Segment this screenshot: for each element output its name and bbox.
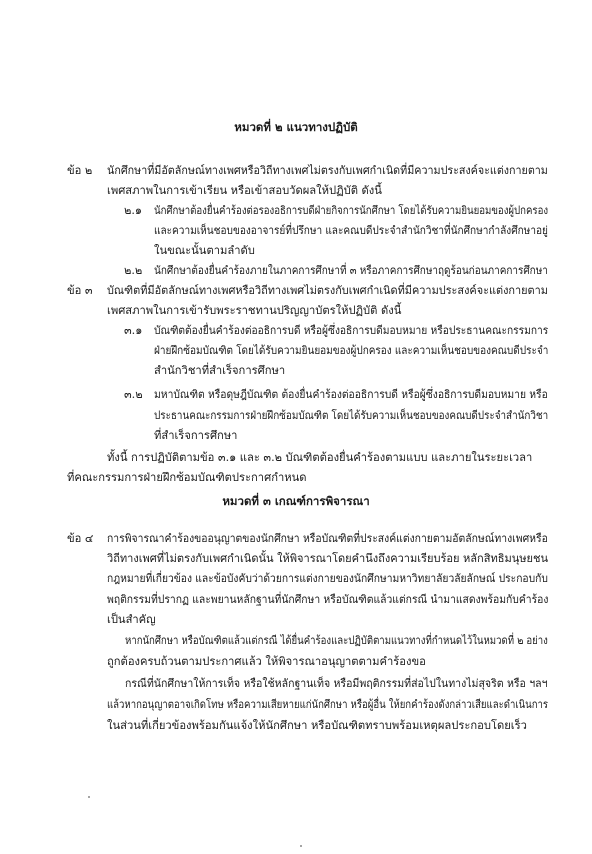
clause-4-para-2-line-1: หากนักศึกษา หรือบัณฑิตแล้วแต่กรณี ได้ยื่นคำร้องและปฏิบัติตามแนวทางที่กำหนดไว้ในหมวดที่ ๒ อย่าง xyxy=(125,634,548,647)
item-2-1-line-1: นักศึกษาต้องยื่นคำร้องต่อรองอธิการบดีฝ่ายกิจการนักศึกษา โดยได้รับความยินยอมของผู้ปกครอง xyxy=(154,204,549,217)
clause-4-line-2: วิถีทางเพศที่ไม่ตรงกับเพศกำเนิดนั้น ให้พิจารณาโดยคำนึงถึงความเรียบร้อย หลักสิทธิมนุษยชน xyxy=(107,552,549,565)
item-3-2-number: ๓.๒ xyxy=(124,388,143,401)
clause-4-line-4: พฤติกรรมที่ปรากฏ และพยานหลักฐานที่นักศึกษา หรือบัณฑิตแล้วแต่กรณี นำมาแสดงพร้อมกับคำร้อง xyxy=(107,593,549,606)
clause-4-para-2-line-2: ถูกต้องครบถ้วนตามประกาศแล้ว ให้พิจารณาอนุญาตตามคำร้องขอ xyxy=(107,655,426,668)
item-3-1-line-1: บัณฑิตต้องยื่นคำร้องต่ออธิการบดี หรือผู้ซึ่งอธิการบดีมอบหมาย หรือประธานคณะกรรมการ xyxy=(154,324,549,337)
item-2-1-line-2: และความเห็นชอบของอาจารย์ที่ปรึกษา และคณบดีประจำสำนักวิชาที่นักศึกษากำลังศึกษาอยู่ xyxy=(154,224,548,237)
item-3-2-line-2: ประธานคณะกรรมการฝ่ายฝึกซ้อมบัณฑิต โดยได้รับความเห็นชอบของคณบดีประจำสำนักวิชา xyxy=(154,409,549,422)
clause-2-label: ข้อ ๒ xyxy=(67,164,93,177)
item-2-2-line-1: นักศึกษาต้องยื่นคำร้องภายในภาคการศึกษาที่ ๓ หรือภาคการศึกษาฤดูร้อนก่อนภาคการศึกษา xyxy=(154,264,548,277)
clause-2-line-1: นักศึกษาที่มีอัตลักษณ์ทางเพศหรือวิถีทางเพศไม่ตรงกับเพศกำเนิดที่มีความประสงค์จะแต่งกายตาม xyxy=(107,164,548,177)
section-3-heading: หมวดที่ ๓ เกณฑ์การพิจารณา xyxy=(222,494,370,508)
clause-3-line-2: เพศสภาพในการเข้ารับพระราชทานปริญญาบัตรให้ปฏิบัติ ดังนี้ xyxy=(107,304,402,317)
clause-2-line-2: เพศสภาพในการเข้าเรียน หรือเข้าสอบวัดผลให้ปฏิบัติ ดังนี้ xyxy=(107,184,382,197)
item-2-1-line-3: ในขณะนั้นตามลำดับ xyxy=(154,244,255,257)
clause-4-label: ข้อ ๔ xyxy=(67,532,94,545)
section-2-heading: หมวดที่ ๒ แนวทางปฏิบัติ xyxy=(234,120,358,134)
clause-4-line-1: การพิจารณาคำร้องขออนุญาตของนักศึกษา หรือบัณฑิตที่ประสงค์แต่งกายตามอัตลักษณ์ทางเพศหรือ xyxy=(107,532,548,545)
clause-3-closing-line-2: ที่คณะกรรมการฝ่ายฝึกซ้อมบัณฑิตประกาศกำหนด xyxy=(67,471,307,484)
clause-4-line-5: เป็นสำคัญ xyxy=(107,613,156,626)
clause-3-line-1: บัณฑิตที่มีอัตลักษณ์ทางเพศหรือวิถีทางเพศไม่ตรงกับเพศกำเนิดที่มีความประสงค์จะแต่งกายตาม xyxy=(107,284,548,297)
item-2-2-number: ๒.๒ xyxy=(124,264,143,277)
clause-3-label: ข้อ ๓ xyxy=(67,284,93,297)
scan-speck xyxy=(300,845,302,847)
item-3-1-line-3: สำนักวิชาที่สำเร็จการศึกษา xyxy=(154,364,286,377)
item-3-2-line-1: มหาบัณฑิต หรือดุษฎีบัณฑิต ต้องยื่นคำร้องต่ออธิการบดี หรือผู้ซึ่งอธิการบดีมอบหมาย หรือ xyxy=(154,388,548,401)
item-3-1-line-2: ฝ่ายฝึกซ้อมบัณฑิต โดยได้รับความยินยอมของผู้ปกครอง และความเห็นชอบของคณบดีประจำ xyxy=(154,344,549,357)
clause-4-line-3: กฎหมายที่เกี่ยวข้อง และข้อบังคับว่าด้วยการแต่งกายของนักศึกษามหาวิทยาลัยวลัยลักษณ์ ประกอบกับ xyxy=(107,572,548,585)
clause-4-para-3-line-2: แล้วหากอนุญาตอาจเกิดโทษ หรือความเสียหายแก่นักศึกษา หรือผู้อื่น ให้ยกคำร้องดังกล่าวเสียและดำเนินการ xyxy=(107,698,549,711)
item-3-1-number: ๓.๑ xyxy=(124,324,143,337)
item-2-1-number: ๒.๑ xyxy=(124,204,143,217)
scan-speck xyxy=(88,796,90,798)
clause-3-closing-line-1: ทั้งนี้ การปฏิบัติตามข้อ ๓.๑ และ ๓.๒ บัณฑิตต้องยื่นคำร้องตามแบบ และภายในระยะเวลา xyxy=(107,451,533,464)
clause-4-para-3-line-1: กรณีที่นักศึกษาให้การเท็จ หรือใช้หลักฐานเท็จ หรือมีพฤติกรรมที่ส่อไปในทางไม่สุจริต หรือ ฯลฯ xyxy=(125,677,548,690)
clause-4-para-3-line-3: ในส่วนที่เกี่ยวข้องพร้อมกันแจ้งให้นักศึกษา หรือบัณฑิตทราบพร้อมเหตุผลประกอบโดยเร็ว xyxy=(107,719,527,732)
item-3-2-line-3: ที่สำเร็จการศึกษา xyxy=(154,429,238,442)
